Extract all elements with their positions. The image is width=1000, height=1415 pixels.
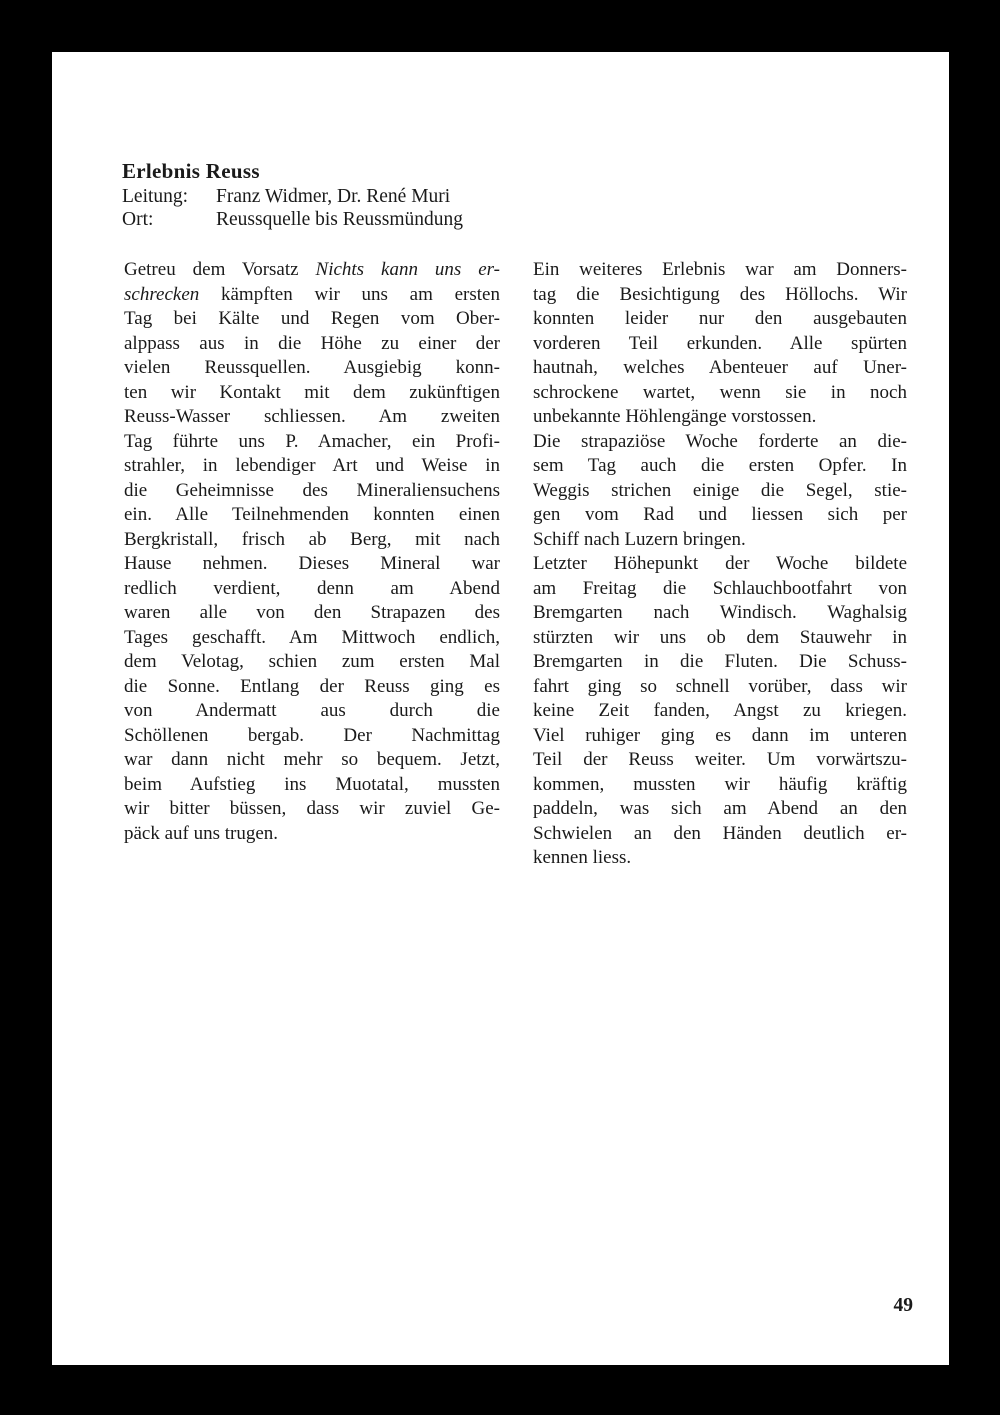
text-line: päck auf uns trugen. xyxy=(124,822,279,844)
text-line: vielen Reussquellen. Ausgiebig konn- xyxy=(124,357,500,378)
left-text-column xyxy=(124,258,500,846)
text-line: beim Aufstieg ins Muotatal, mussten xyxy=(124,773,500,795)
text-line: konnten leider nur den ausgebauten xyxy=(533,308,907,329)
leitung-value: Franz Widmer, Dr. René Muri xyxy=(216,185,451,207)
text-line: kennen liess. xyxy=(533,847,632,868)
emphasis-text: Nichts kann uns er- xyxy=(315,259,500,280)
text-line: Die strapaziöse Woche forderte an die- xyxy=(533,430,907,452)
text-line: Schiff nach Luzern bringen. xyxy=(533,528,746,550)
text-line: waren alle von den Strapazen des xyxy=(124,602,500,623)
text-line: die Geheimnisse des Mineraliensuchens xyxy=(124,479,500,501)
text-line: keine Zeit fanden, Angst zu kriegen. xyxy=(533,700,907,721)
text-line: schrockene wartet, wenn sie in noch xyxy=(533,381,907,403)
text-line xyxy=(124,258,500,283)
ort-label: Ort: xyxy=(122,209,154,230)
text-line: Letzter Höhepunkt der Woche bildete xyxy=(533,553,907,574)
text-line: ten wir Kontakt mit dem zukünftigen xyxy=(124,381,500,403)
text-line: Ein weiteres Erlebnis war am Donners- xyxy=(533,259,907,280)
text-line: Tag führte uns P. Amacher, ein Profi- xyxy=(124,430,500,452)
text-line: stürzten wir uns ob dem Stauwehr in xyxy=(533,626,907,648)
text-line: gen vom Rad und liessen sich per xyxy=(533,504,907,525)
emphasis-text: schrecken xyxy=(124,283,200,305)
text-line: Bergkristall, frisch ab Berg, mit nach xyxy=(124,528,500,550)
text-line: Tages geschafft. Am Mittwoch endlich, xyxy=(124,626,500,648)
text-run: kämpften wir uns am ersten xyxy=(199,283,500,305)
leitung-row xyxy=(122,185,463,209)
text-line: hautnah, welches Abenteuer auf Uner- xyxy=(533,357,907,378)
document-page xyxy=(52,52,949,1365)
text-line: am Freitag die Schlauchbootfahrt von xyxy=(533,577,907,599)
text-line: kommen, mussten wir häufig kräftig xyxy=(533,773,907,795)
text-line: war dann nicht mehr so bequem. Jetzt, xyxy=(124,749,500,770)
text-line: Viel ruhiger ging es dann im unteren xyxy=(533,724,907,746)
text-line xyxy=(124,283,500,308)
ort-value: Reussquelle bis Reussmündung xyxy=(216,209,463,230)
text-line: Teil der Reuss weiter. Um vorwärtszu- xyxy=(533,749,907,770)
article-header xyxy=(122,160,463,232)
text-line: wir bitter büssen, dass wir zuviel Ge- xyxy=(124,798,500,819)
text-line: strahler, in lebendiger Art und Weise in xyxy=(124,455,500,476)
text-line: ein. Alle Teilnehmenden konnten einen xyxy=(124,504,500,525)
article-title: Erlebnis Reuss xyxy=(122,159,260,183)
text-line: dem Velotag, schien zum ersten Mal xyxy=(124,651,500,672)
text-line: Tag bei Kälte und Regen vom Ober- xyxy=(124,308,500,329)
text-line: Schöllenen bergab. Der Nachmittag xyxy=(124,724,500,746)
text-line: tag die Besichtigung des Höllochs. Wir xyxy=(533,283,907,305)
text-line: Bremgarten in die Fluten. Die Schuss- xyxy=(533,651,907,672)
text-line: Hause nehmen. Dieses Mineral war xyxy=(124,553,500,574)
text-run: Getreu dem Vorsatz xyxy=(124,259,316,280)
text-line: fahrt ging so schnell vorüber, dass wir xyxy=(533,675,907,697)
text-line: unbekannte Höhlengänge vorstossen. xyxy=(533,406,817,427)
text-line: Schwielen an den Händen deutlich er- xyxy=(533,822,907,844)
text-line: sem Tag auch die ersten Opfer. In xyxy=(533,455,907,476)
text-line: Weggis strichen einige die Segel, stie- xyxy=(533,479,907,501)
leitung-label: Leitung: xyxy=(122,185,189,207)
text-line: alppass aus in die Höhe zu einer der xyxy=(124,332,500,354)
text-line: vorderen Teil erkunden. Alle spürten xyxy=(533,332,907,354)
ort-row xyxy=(122,208,463,232)
text-line: paddeln, was sich am Abend an den xyxy=(533,798,907,819)
text-line: die Sonne. Entlang der Reuss ging es xyxy=(124,675,500,697)
text-line: Bremgarten nach Windisch. Waghalsig xyxy=(533,602,907,623)
text-line: redlich verdient, denn am Abend xyxy=(124,577,500,599)
page-number: 49 xyxy=(893,1295,913,1316)
text-line: Reuss-Wasser schliessen. Am zweiten xyxy=(124,406,500,427)
right-text-column xyxy=(533,258,907,871)
text-line: von Andermatt aus durch die xyxy=(124,700,500,721)
